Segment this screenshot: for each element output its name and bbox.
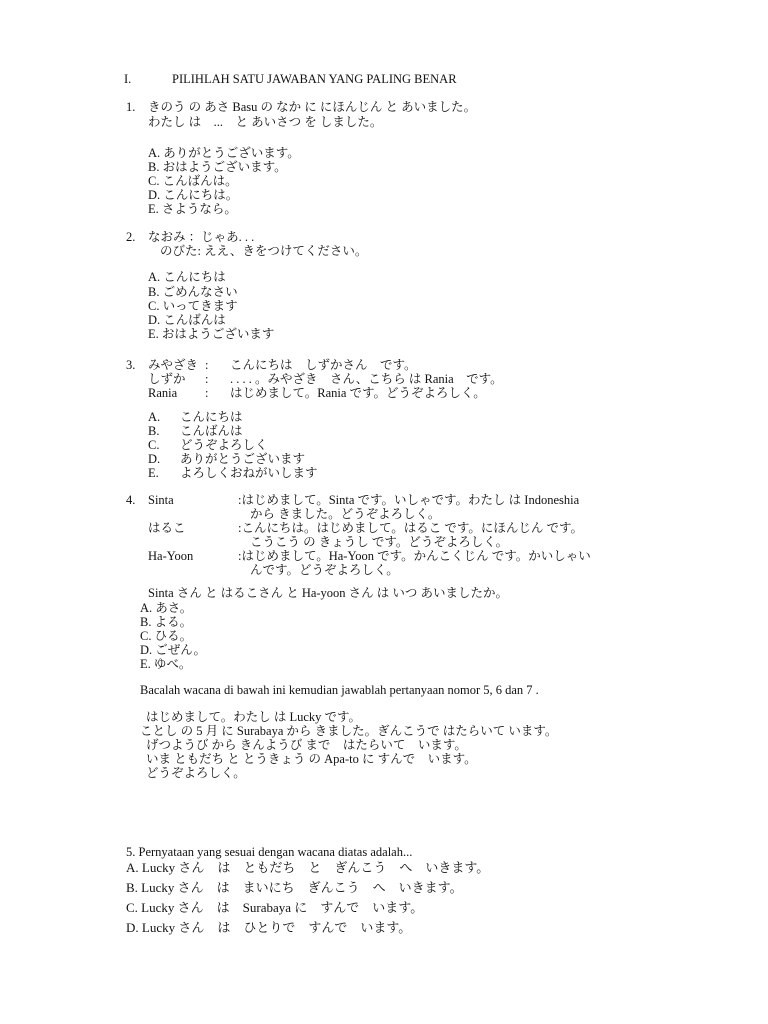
question-3-number: 3. bbox=[126, 358, 136, 372]
question-1-option-b: B. おはようございます。 bbox=[148, 160, 287, 174]
question-4-option-b: B. よる。 bbox=[140, 615, 193, 629]
question-2-number: 2. bbox=[126, 230, 136, 244]
question-1-text: わたし は ... と あいさつ を しました。 bbox=[148, 115, 383, 129]
question-4-text: Sinta さん と はるこさん と Ha-yoon さん は いつ あいましたか。 bbox=[148, 586, 509, 600]
question-1-option-a: A. ありがとうございます。 bbox=[148, 146, 300, 160]
question-2-text: なおみ ：じゃあ. . . bbox=[148, 230, 255, 244]
question-3-speaker: みやざき bbox=[148, 358, 199, 372]
question-5-option-b: B. Lucky さん は まいにち ぎんこう へ いきます。 bbox=[126, 880, 463, 895]
question-3-option-d: ありがとうございます bbox=[180, 452, 306, 466]
passage-line: いま ともだち と とうきょう の Apa-to に すんで います。 bbox=[146, 752, 477, 766]
question-1-text: きのう の あさ Basu の なか に にほんじん と あいました。 bbox=[148, 100, 477, 114]
question-3-separator: : bbox=[205, 386, 209, 400]
question-3-separator: : bbox=[205, 372, 209, 386]
question-4-line: :はじめまして。Ha-Yoon です。かんこくじん です。かいしゃい bbox=[238, 549, 591, 563]
question-3-option-d-letter: D. bbox=[148, 452, 161, 466]
question-3-line: はじめまして。Rania です。どうぞよろしく。 bbox=[230, 386, 486, 400]
question-3-speaker: しずか bbox=[148, 372, 186, 386]
question-4-speaker: はるこ bbox=[148, 521, 186, 535]
question-4-option-a: A. あさ。 bbox=[140, 601, 193, 615]
question-2-option-c: C. いってきます bbox=[148, 299, 238, 313]
question-3-option-e-letter: E. bbox=[148, 466, 159, 480]
question-4-line: こうこう の きょうし です。どうぞよろしく。 bbox=[250, 535, 509, 549]
question-4-speaker: Ha-Yoon bbox=[148, 549, 194, 563]
question-4-option-d: D. ごぜん。 bbox=[140, 643, 207, 657]
question-4-line: :こんにちは。はじめまして。はるこ です。にほんじん です。 bbox=[238, 521, 583, 535]
section-title: PILIHLAH SATU JAWABAN YANG PALING BENAR bbox=[172, 72, 457, 86]
question-4-number: 4. bbox=[126, 493, 136, 507]
question-2-option-d: D. こんばんは bbox=[148, 313, 226, 327]
question-3-separator: : bbox=[205, 358, 209, 372]
question-3-speaker: Rania bbox=[148, 386, 178, 400]
question-2-option-a: A. こんにちは bbox=[148, 270, 226, 284]
question-4-speaker: Sinta bbox=[148, 493, 174, 507]
question-4-line: から きました。どうぞよろしく。 bbox=[250, 507, 441, 521]
passage-line: げつようび から きんようび まで はたらいて います。 bbox=[146, 738, 467, 752]
question-5-text: 5. Pernyataan yang sesuai dengan wacana diatas adalah... bbox=[126, 845, 413, 859]
question-1-option-d: D. こんにちは。 bbox=[148, 188, 239, 202]
question-5-option-d: D. Lucky さん は ひとりで すんで います。 bbox=[126, 920, 412, 935]
question-3-option-a: こんにちは bbox=[180, 410, 243, 424]
question-4-option-c: C. ひる。 bbox=[140, 629, 193, 643]
question-3-option-c-letter: C. bbox=[148, 438, 160, 452]
question-4-option-e: E. ゆべ。 bbox=[140, 657, 192, 671]
question-1-option-e: E. さようなら。 bbox=[148, 202, 237, 216]
question-3-option-b-letter: B. bbox=[148, 424, 160, 438]
question-3-line: . . . . 。みやざき さん、こちら は Rania です。 bbox=[230, 372, 503, 386]
passage-line: はじめまして。わたし は Lucky です。 bbox=[146, 710, 362, 724]
reading-instruction: Bacalah wacana di bawah ini kemudian jawablah pertanyaan nomor 5, 6 dan 7 . bbox=[140, 683, 539, 697]
question-1-option-c: C. こんばんは。 bbox=[148, 174, 238, 188]
question-3-option-a-letter: A. bbox=[148, 410, 161, 424]
question-2-option-b: B. ごめんなさい bbox=[148, 285, 238, 299]
question-3-option-e: よろしくおねがいします bbox=[180, 466, 318, 480]
passage-line: どうぞよろしく。 bbox=[146, 766, 246, 780]
question-2-option-e: E. おはようございます bbox=[148, 327, 275, 341]
question-3-option-c: どうぞよろしく bbox=[180, 438, 268, 452]
question-4-line: んです。どうぞよろしく。 bbox=[250, 563, 399, 577]
question-3-line: こんにちは しずかさん です。 bbox=[230, 358, 417, 372]
question-4-line: :はじめまして。Sinta です。いしゃです。わたし は Indoneshia bbox=[238, 493, 580, 507]
question-5-option-c: C. Lucky さん は Surabaya に すんで います。 bbox=[126, 900, 424, 915]
question-2-text: のびた: ええ、きをつけてください。 bbox=[160, 244, 368, 258]
section-number: I. bbox=[124, 72, 132, 86]
question-3-option-b: こんばんは bbox=[180, 424, 243, 438]
passage-line: ことし の 5 月 に Surabaya から きました。ぎんこうで はたらいて います。 bbox=[140, 724, 558, 738]
question-5-option-a: A. Lucky さん は ともだち と ぎんこう へ いきます。 bbox=[126, 860, 490, 875]
question-1-number: 1. bbox=[126, 100, 136, 114]
